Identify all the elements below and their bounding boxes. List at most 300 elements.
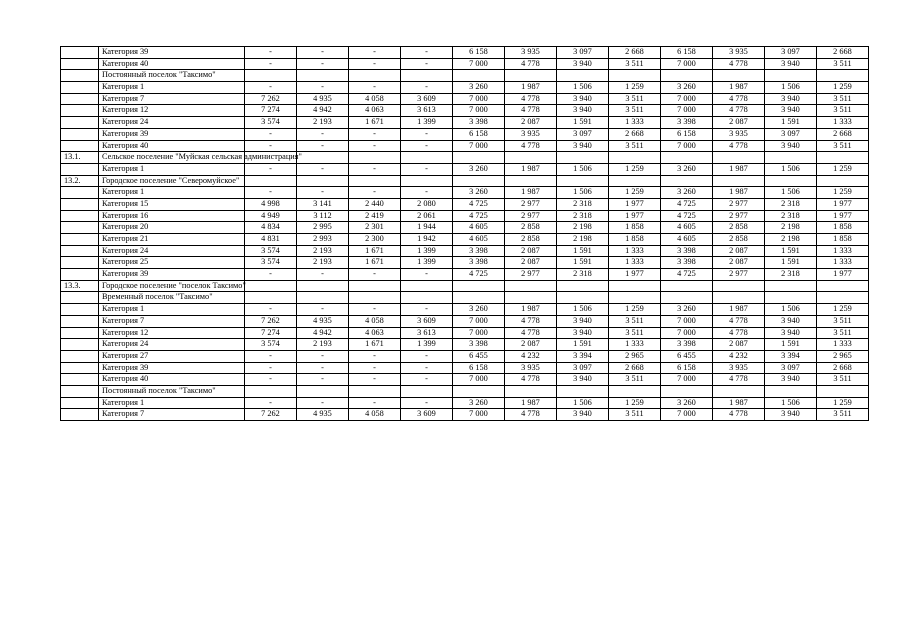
value-cell — [557, 292, 609, 304]
value-cell: 1 987 — [713, 82, 765, 94]
value-cell: 1 259 — [817, 82, 869, 94]
value-cell: 2 977 — [505, 210, 557, 222]
value-cell — [713, 70, 765, 82]
value-cell: 1 333 — [817, 339, 869, 351]
value-cell: 2 318 — [557, 269, 609, 281]
value-cell: 3 398 — [661, 339, 713, 351]
value-cell: 3 574 — [245, 257, 297, 269]
value-cell — [349, 292, 401, 304]
value-cell: - — [245, 397, 297, 409]
value-cell: 4 605 — [661, 222, 713, 234]
value-cell: 3 394 — [765, 350, 817, 362]
category-name-cell: Категория 16 — [99, 210, 245, 222]
value-cell: 4 725 — [661, 198, 713, 210]
value-cell: 1 858 — [817, 234, 869, 246]
value-cell — [713, 385, 765, 397]
value-cell: - — [401, 140, 453, 152]
value-cell: - — [245, 58, 297, 70]
value-cell: 3 260 — [453, 163, 505, 175]
value-cell: 7 000 — [661, 374, 713, 386]
table-row — [61, 304, 869, 316]
category-name-cell: Категория 24 — [99, 339, 245, 351]
value-cell: 3 609 — [401, 409, 453, 421]
value-cell: 1 987 — [505, 163, 557, 175]
value-cell: - — [245, 362, 297, 374]
value-cell: 4 063 — [349, 327, 401, 339]
value-cell: 1 506 — [765, 82, 817, 94]
value-cell — [765, 175, 817, 187]
category-name-cell: Категория 24 — [99, 117, 245, 129]
value-cell: 2 977 — [713, 210, 765, 222]
value-cell — [505, 292, 557, 304]
category-name-cell: Категория 24 — [99, 245, 245, 257]
row-number-cell — [61, 222, 99, 234]
value-cell: - — [297, 350, 349, 362]
value-cell: 3 141 — [297, 198, 349, 210]
row-number-cell — [61, 374, 99, 386]
value-cell: 3 398 — [453, 339, 505, 351]
table-row — [61, 105, 869, 117]
value-cell: 1 333 — [609, 339, 661, 351]
value-cell: 2 977 — [713, 269, 765, 281]
value-cell: 1 333 — [817, 245, 869, 257]
value-cell — [297, 70, 349, 82]
value-cell — [245, 70, 297, 82]
category-name-cell: Категория 39 — [99, 128, 245, 140]
value-cell: 7 000 — [453, 58, 505, 70]
value-cell: 1 399 — [401, 245, 453, 257]
value-cell — [245, 175, 297, 187]
table-row — [61, 315, 869, 327]
value-cell: 7 000 — [661, 58, 713, 70]
value-cell — [349, 280, 401, 292]
value-cell: 4 778 — [713, 315, 765, 327]
value-cell: - — [297, 58, 349, 70]
value-cell: 1 399 — [401, 117, 453, 129]
table-row — [61, 210, 869, 222]
value-cell: 2 087 — [713, 339, 765, 351]
category-name-cell: Категория 39 — [99, 47, 245, 59]
value-cell: 3 511 — [609, 409, 661, 421]
value-cell: - — [349, 140, 401, 152]
value-cell: 3 940 — [557, 374, 609, 386]
category-name-cell: Категория 25 — [99, 257, 245, 269]
value-cell: 1 987 — [505, 304, 557, 316]
value-cell: 2 193 — [297, 339, 349, 351]
value-cell: 1 591 — [765, 245, 817, 257]
value-cell: 2 198 — [557, 234, 609, 246]
value-cell: 3 511 — [609, 327, 661, 339]
value-cell: 4 778 — [713, 93, 765, 105]
value-cell — [453, 70, 505, 82]
table-row — [61, 140, 869, 152]
value-cell: 3 511 — [609, 315, 661, 327]
value-cell — [453, 175, 505, 187]
value-cell: 1 671 — [349, 245, 401, 257]
value-cell: 2 198 — [765, 234, 817, 246]
value-cell: - — [245, 140, 297, 152]
value-cell: - — [401, 58, 453, 70]
value-cell: 3 260 — [661, 187, 713, 199]
value-cell: 2 993 — [297, 234, 349, 246]
table-row — [61, 362, 869, 374]
value-cell: 4 778 — [505, 374, 557, 386]
value-cell: 2 440 — [349, 198, 401, 210]
row-number-cell — [61, 315, 99, 327]
value-cell: 3 511 — [817, 58, 869, 70]
table-row — [61, 339, 869, 351]
value-cell: 3 940 — [557, 105, 609, 117]
value-cell: - — [297, 140, 349, 152]
value-cell: 3 574 — [245, 245, 297, 257]
value-cell: 3 398 — [453, 117, 505, 129]
value-cell — [297, 385, 349, 397]
value-cell — [609, 280, 661, 292]
table-row — [61, 58, 869, 70]
value-cell — [713, 280, 765, 292]
value-cell: 7 000 — [453, 140, 505, 152]
value-cell — [661, 280, 713, 292]
value-cell: - — [349, 163, 401, 175]
value-cell: 7 274 — [245, 327, 297, 339]
value-cell: - — [349, 397, 401, 409]
value-cell: 1 259 — [609, 163, 661, 175]
value-cell: 3 511 — [817, 315, 869, 327]
value-cell: 4 778 — [505, 315, 557, 327]
value-cell: 7 000 — [453, 409, 505, 421]
value-cell — [817, 175, 869, 187]
value-cell: 7 000 — [453, 315, 505, 327]
value-cell: 3 260 — [661, 82, 713, 94]
table-row — [61, 385, 869, 397]
value-cell: 4 949 — [245, 210, 297, 222]
value-cell: 3 935 — [713, 128, 765, 140]
row-number-cell — [61, 385, 99, 397]
value-cell — [505, 175, 557, 187]
value-cell: 3 940 — [557, 315, 609, 327]
value-cell: 3 511 — [817, 93, 869, 105]
value-cell: - — [297, 187, 349, 199]
value-cell: 1 977 — [817, 210, 869, 222]
row-number-cell: 13.1. — [61, 152, 99, 164]
value-cell: 2 965 — [609, 350, 661, 362]
value-cell — [817, 385, 869, 397]
value-cell: 3 097 — [765, 362, 817, 374]
value-cell: 1 977 — [817, 269, 869, 281]
value-cell — [765, 152, 817, 164]
value-cell: 3 398 — [453, 257, 505, 269]
value-cell: 3 940 — [765, 327, 817, 339]
value-cell: 3 940 — [765, 105, 817, 117]
value-cell: 3 511 — [817, 327, 869, 339]
value-cell: 4 778 — [505, 93, 557, 105]
value-cell: 4 778 — [505, 327, 557, 339]
value-cell: 4 778 — [713, 374, 765, 386]
value-cell — [557, 175, 609, 187]
value-cell: 3 940 — [765, 374, 817, 386]
value-cell: 3 940 — [557, 327, 609, 339]
value-cell: 2 965 — [817, 350, 869, 362]
value-cell: - — [401, 128, 453, 140]
value-cell: 1 858 — [817, 222, 869, 234]
value-cell: 2 668 — [609, 47, 661, 59]
value-cell — [453, 280, 505, 292]
value-cell: 2 668 — [817, 128, 869, 140]
value-cell: 1 259 — [817, 163, 869, 175]
value-cell — [713, 175, 765, 187]
value-cell — [297, 280, 349, 292]
value-cell: 2 977 — [505, 198, 557, 210]
value-cell: 2 080 — [401, 198, 453, 210]
value-cell — [609, 292, 661, 304]
tariff-table — [60, 46, 869, 421]
value-cell: 3 398 — [661, 245, 713, 257]
value-cell: 2 300 — [349, 234, 401, 246]
value-cell: 3 511 — [817, 105, 869, 117]
value-cell: - — [245, 82, 297, 94]
value-cell: - — [245, 374, 297, 386]
row-number-cell — [61, 70, 99, 82]
value-cell: 3 935 — [505, 47, 557, 59]
value-cell: - — [297, 397, 349, 409]
value-cell — [661, 152, 713, 164]
value-cell: 1 987 — [713, 187, 765, 199]
value-cell: 6 158 — [661, 362, 713, 374]
value-cell: 6 158 — [453, 47, 505, 59]
value-cell: 3 260 — [661, 397, 713, 409]
value-cell: 1 591 — [557, 245, 609, 257]
value-cell — [349, 152, 401, 164]
value-cell: 1 858 — [609, 222, 661, 234]
value-cell: 6 158 — [661, 128, 713, 140]
value-cell: 3 511 — [609, 140, 661, 152]
value-cell: 2 087 — [505, 257, 557, 269]
value-cell — [401, 385, 453, 397]
value-cell: 3 097 — [557, 362, 609, 374]
value-cell — [609, 152, 661, 164]
row-number-cell — [61, 269, 99, 281]
value-cell: 3 940 — [557, 140, 609, 152]
value-cell: - — [349, 362, 401, 374]
category-name-cell: Категория 39 — [99, 362, 245, 374]
value-cell: 3 940 — [557, 58, 609, 70]
value-cell: 1 259 — [817, 304, 869, 316]
value-cell: 3 260 — [453, 82, 505, 94]
value-cell: 3 940 — [557, 93, 609, 105]
value-cell — [609, 175, 661, 187]
settlement-name-cell: Постоянный поселок "Таксимо" — [99, 385, 245, 397]
value-cell: - — [401, 82, 453, 94]
table-row — [61, 152, 869, 164]
value-cell: 7 000 — [661, 327, 713, 339]
value-cell: 1 858 — [609, 234, 661, 246]
value-cell: 3 097 — [557, 128, 609, 140]
value-cell — [609, 70, 661, 82]
value-cell: 4 778 — [713, 409, 765, 421]
table-row — [61, 245, 869, 257]
category-name-cell: Категория 7 — [99, 409, 245, 421]
value-cell: 3 940 — [765, 409, 817, 421]
value-cell: 4 831 — [245, 234, 297, 246]
value-cell: 2 087 — [505, 117, 557, 129]
value-cell: - — [401, 187, 453, 199]
row-number-cell — [61, 93, 99, 105]
value-cell: 4 778 — [713, 58, 765, 70]
value-cell — [713, 152, 765, 164]
value-cell: 4 942 — [297, 327, 349, 339]
category-name-cell: Категория 7 — [99, 315, 245, 327]
value-cell: - — [297, 304, 349, 316]
table-row — [61, 257, 869, 269]
settlement-name-cell: Временный поселок "Таксимо" — [99, 292, 245, 304]
settlement-name-cell: Сельское поселение "Муйская сельская администрация" — [99, 152, 245, 164]
value-cell: - — [297, 128, 349, 140]
value-cell: 3 260 — [453, 397, 505, 409]
category-name-cell: Категория 40 — [99, 58, 245, 70]
value-cell — [453, 385, 505, 397]
value-cell: 7 262 — [245, 409, 297, 421]
value-cell — [245, 385, 297, 397]
row-number-cell — [61, 304, 99, 316]
value-cell: 3 260 — [453, 304, 505, 316]
value-cell: 4 778 — [713, 140, 765, 152]
value-cell — [401, 152, 453, 164]
value-cell: - — [349, 128, 401, 140]
table-row — [61, 175, 869, 187]
value-cell: 4 605 — [453, 222, 505, 234]
table-row — [61, 292, 869, 304]
table-row — [61, 350, 869, 362]
value-cell: 1 671 — [349, 339, 401, 351]
value-cell: - — [245, 163, 297, 175]
category-name-cell: Категория 12 — [99, 327, 245, 339]
settlement-name-cell: Городское поселение "поселок Таксимо" — [99, 280, 245, 292]
value-cell — [453, 292, 505, 304]
row-number-cell — [61, 58, 99, 70]
row-number-cell — [61, 350, 99, 362]
row-number-cell — [61, 47, 99, 59]
value-cell: 4 998 — [245, 198, 297, 210]
value-cell: 7 000 — [661, 93, 713, 105]
value-cell — [661, 292, 713, 304]
value-cell: 2 087 — [713, 245, 765, 257]
value-cell: 1 506 — [765, 397, 817, 409]
value-cell: 1 506 — [765, 304, 817, 316]
value-cell — [557, 152, 609, 164]
value-cell — [661, 70, 713, 82]
value-cell — [817, 70, 869, 82]
value-cell: 1 333 — [609, 117, 661, 129]
value-cell: 3 511 — [817, 374, 869, 386]
value-cell: 1 591 — [765, 117, 817, 129]
value-cell: - — [245, 304, 297, 316]
table-row — [61, 82, 869, 94]
value-cell: 6 158 — [453, 362, 505, 374]
table-row — [61, 234, 869, 246]
row-number-cell — [61, 82, 99, 94]
row-number-cell — [61, 339, 99, 351]
value-cell: 3 511 — [609, 105, 661, 117]
value-cell: 4 725 — [453, 198, 505, 210]
value-cell: - — [401, 163, 453, 175]
value-cell — [349, 385, 401, 397]
row-number-cell: 13.3. — [61, 280, 99, 292]
value-cell: 7 000 — [453, 93, 505, 105]
value-cell — [349, 70, 401, 82]
value-cell: 4 058 — [349, 315, 401, 327]
value-cell: - — [401, 374, 453, 386]
value-cell: 4 778 — [505, 140, 557, 152]
value-cell: - — [349, 47, 401, 59]
value-cell: 4 935 — [297, 93, 349, 105]
value-cell: 4 725 — [453, 269, 505, 281]
value-cell: 1 506 — [765, 163, 817, 175]
value-cell — [661, 385, 713, 397]
value-cell: 2 193 — [297, 257, 349, 269]
value-cell: 7 000 — [661, 140, 713, 152]
value-cell: 2 193 — [297, 117, 349, 129]
value-cell: 3 260 — [453, 187, 505, 199]
value-cell: 3 511 — [609, 58, 661, 70]
value-cell — [765, 280, 817, 292]
value-cell: 3 097 — [765, 47, 817, 59]
value-cell: 4 778 — [713, 327, 765, 339]
table-row — [61, 280, 869, 292]
value-cell — [401, 292, 453, 304]
value-cell: - — [349, 374, 401, 386]
value-cell: 7 262 — [245, 93, 297, 105]
row-number-cell — [61, 117, 99, 129]
row-number-cell — [61, 140, 99, 152]
value-cell: 2 318 — [557, 198, 609, 210]
value-cell: 2 087 — [505, 245, 557, 257]
value-cell: 2 318 — [557, 210, 609, 222]
value-cell: 1 506 — [557, 187, 609, 199]
value-cell: 3 574 — [245, 117, 297, 129]
value-cell: 1 259 — [609, 304, 661, 316]
value-cell — [557, 70, 609, 82]
value-cell: 4 058 — [349, 409, 401, 421]
value-cell: 1 987 — [713, 397, 765, 409]
row-number-cell — [61, 257, 99, 269]
value-cell: - — [245, 128, 297, 140]
value-cell: 1 591 — [557, 117, 609, 129]
value-cell: - — [245, 350, 297, 362]
value-cell: 3 613 — [401, 105, 453, 117]
value-cell: 4 778 — [713, 105, 765, 117]
value-cell: 1 259 — [817, 187, 869, 199]
value-cell: 2 977 — [713, 198, 765, 210]
value-cell — [505, 280, 557, 292]
value-cell: 1 671 — [349, 117, 401, 129]
value-cell: - — [245, 187, 297, 199]
value-cell: 3 609 — [401, 315, 453, 327]
value-cell: 2 061 — [401, 210, 453, 222]
value-cell: 2 301 — [349, 222, 401, 234]
value-cell — [401, 70, 453, 82]
category-name-cell: Категория 1 — [99, 82, 245, 94]
value-cell: 3 609 — [401, 93, 453, 105]
value-cell: 1 399 — [401, 257, 453, 269]
value-cell: 1 506 — [765, 187, 817, 199]
value-cell: 3 511 — [817, 140, 869, 152]
value-cell: 7 000 — [453, 327, 505, 339]
category-name-cell: Категория 1 — [99, 304, 245, 316]
value-cell: - — [297, 269, 349, 281]
value-cell: 2 858 — [713, 234, 765, 246]
category-name-cell: Категория 20 — [99, 222, 245, 234]
value-cell: 1 987 — [713, 304, 765, 316]
